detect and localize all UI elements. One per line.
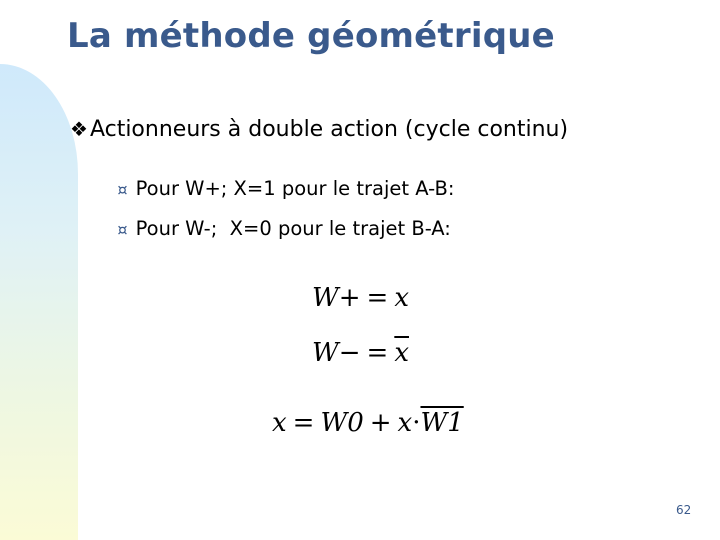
main-bullet — [70, 117, 568, 142]
slide-title: La méthode géométrique — [67, 16, 555, 56]
sub-bullet-text: Pour W+; X=1 pour le trajet A-B: — [135, 177, 455, 200]
eq-rhs: x — [394, 283, 409, 313]
eq-term-w1-negated: W1 — [420, 408, 464, 438]
main-bullet-text: Actionneurs à double action (cycle continu) — [89, 117, 569, 142]
eq-lhs: W− — [312, 338, 361, 368]
diamond-bullet-icon: ❖ — [70, 117, 88, 141]
eq-equals: = — [292, 408, 315, 438]
eq-equals: = — [366, 283, 389, 313]
equation-x — [272, 408, 464, 438]
sub-bullet-2 — [105, 194, 451, 240]
eq-equals: = — [366, 338, 389, 368]
equation-w-plus — [312, 283, 409, 313]
eq-term-w0: W0 — [320, 408, 364, 438]
page-number: 62 — [676, 503, 692, 517]
eq-plus: + — [369, 408, 392, 438]
equation-w-minus — [312, 338, 409, 368]
eq-rhs-negated: $\overline{x}$ — [394, 338, 409, 368]
sub-bullet-marker-icon: ¤ — [117, 220, 128, 239]
eq-x: x — [397, 408, 413, 438]
sub-bullet-text: Pour W-; X=0 pour le trajet B-A: — [135, 217, 451, 240]
sub-bullet-marker-icon: ¤ — [117, 180, 128, 199]
eq-lhs: W+ — [312, 283, 361, 313]
decorative-side-gradient — [0, 64, 78, 540]
eq-lhs: x — [272, 408, 287, 438]
eq-dot: · — [412, 408, 421, 438]
